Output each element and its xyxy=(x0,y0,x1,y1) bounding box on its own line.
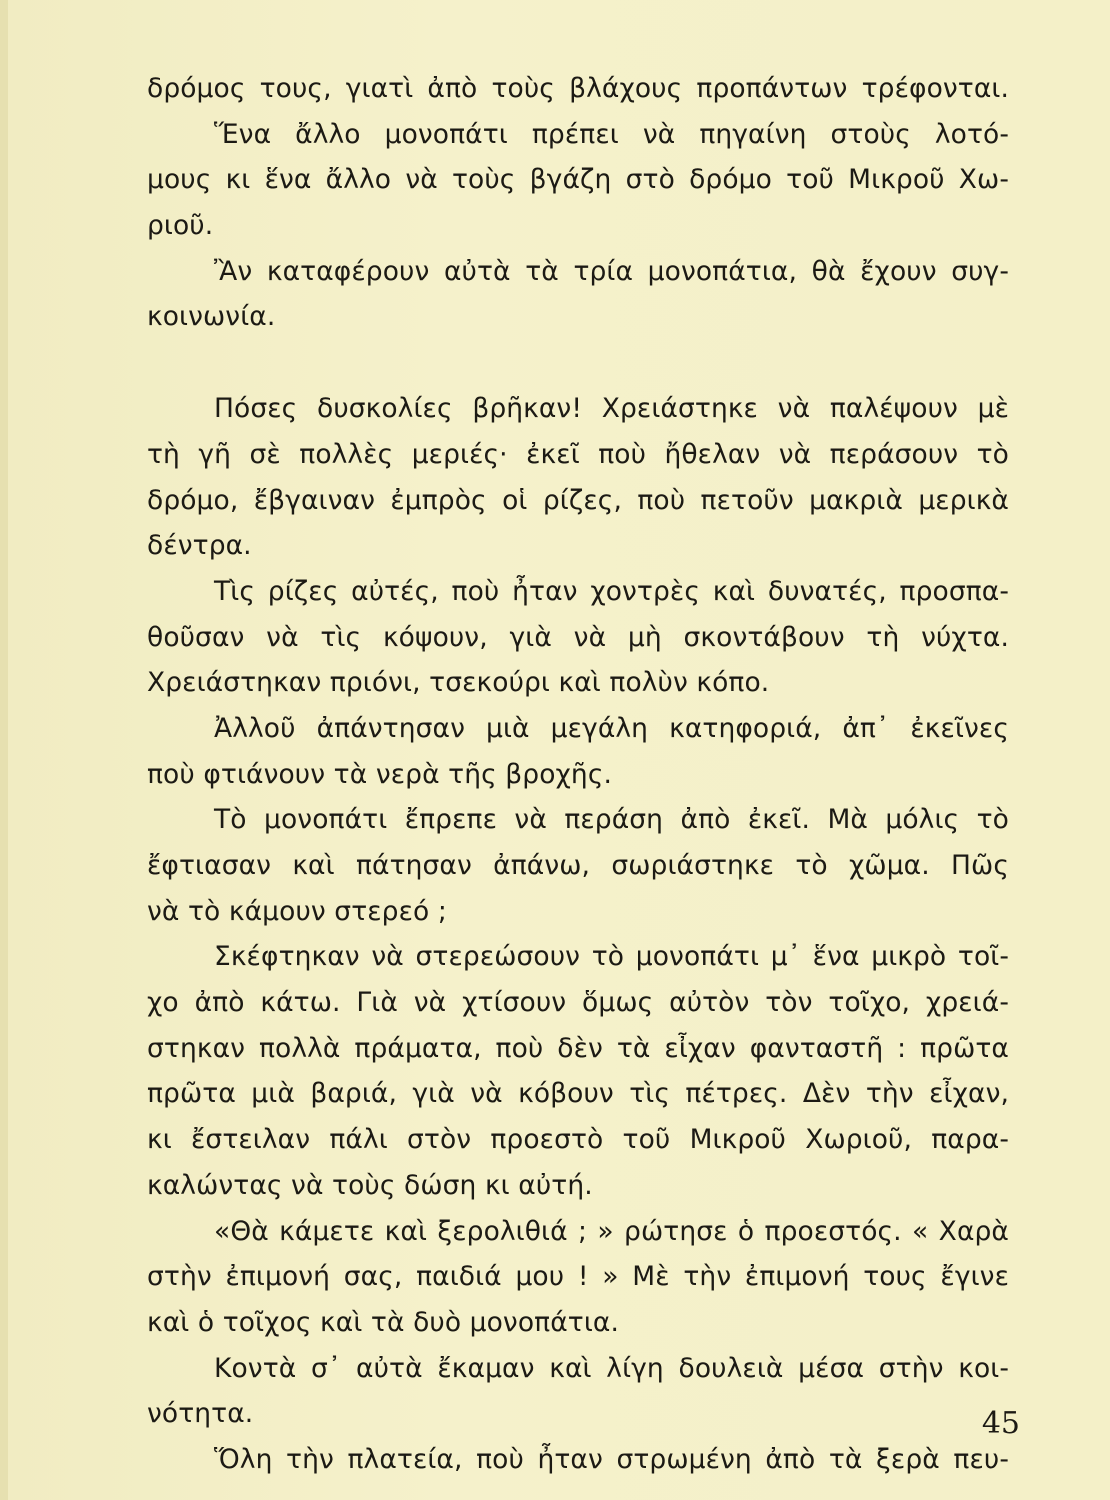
text-line: Τὶς ρίζες αὐτές, ποὺ ἦταν χοντρὲς καὶ δυνατές, προσπα- xyxy=(214,575,1009,607)
text-line: τὴ γῆ σὲ πολλὲς μεριές· ἐκεῖ ποὺ ἤθελαν νὰ περάσουν τὸ xyxy=(147,438,1009,470)
text-line: στηκαν πολλὰ πράματα, ποὺ δὲν τὰ εἶχαν φανταστῆ : πρῶτα xyxy=(147,1032,1009,1064)
text-line: θοῦσαν νὰ τὶς κόψουν, γιὰ νὰ μὴ σκοντάβουν τὴ νύχτα. xyxy=(147,621,1009,653)
text-line: ἔφτιασαν καὶ πάτησαν ἀπάνω, σωριάστηκε τὸ χῶμα. Πῶς xyxy=(147,850,1009,881)
text-line: καλώντας νὰ τοὺς δώση κι αὐτή. xyxy=(147,1169,593,1201)
text-line: Τὸ μονοπάτι ἔπρεπε νὰ περάση ἀπὸ ἐκεῖ. Μὰ μόλις τὸ xyxy=(214,804,1009,836)
text-line: ριοῦ. xyxy=(147,210,214,242)
text-line: κι ἔστειλαν πάλι στὸν προεστὸ τοῦ Μικροῦ Χωριοῦ, παρα- xyxy=(147,1124,1009,1156)
text-line: Κοντὰ σ᾿ αὐτὰ ἔκαμαν καὶ λίγη δουλειὰ μέσα στὴν κοι- xyxy=(214,1352,1009,1384)
text-line: δρόμος τους, γιατὶ ἀπὸ τοὺς βλάχους προπάντων τρέφονται. xyxy=(147,73,1009,104)
text-line: Ἀλλοῦ ἀπάντησαν μιὰ μεγάλη κατηφοριά, ἀπ᾿ ἐκεῖνες xyxy=(214,712,1009,744)
page-edge xyxy=(0,0,8,1500)
page-number: 45 xyxy=(981,1406,1020,1441)
text-line: νὰ τὸ κάμουν στερεό ; xyxy=(147,895,447,927)
text-line: Πόσες δυσκολίες βρῆκαν! Χρειάστηκε νὰ παλέψουν μὲ xyxy=(214,393,1009,425)
text-line: δρόμο, ἔβγαιναν ἐμπρὸς οἱ ρίζες, ποὺ πετοῦν μακριὰ μερικὰ xyxy=(147,484,1009,516)
text-line: χο ἀπὸ κάτω. Γιὰ νὰ χτίσουν ὅμως αὐτὸν τὸν τοῖχο, χρειά- xyxy=(147,987,1009,1019)
text-line: Χρειάστηκαν πριόνι, τσεκούρι καὶ πολὺν κόπο. xyxy=(147,667,770,699)
text-line: στὴν ἐπιμονή σας, παιδιά μου ! » Μὲ τὴν ἐπιμονή τους ἔγινε xyxy=(147,1261,1009,1293)
text-line: καὶ ὁ τοῖχος καὶ τὰ δυὸ μονοπάτια. xyxy=(147,1306,619,1338)
text-line: νότητα. xyxy=(147,1398,254,1430)
paragraph-gap xyxy=(147,340,1009,386)
text-line: Ἂν καταφέρουν αὐτὰ τὰ τρία μονοπάτια, θὰ ἔχουν συγ- xyxy=(214,255,1009,287)
text-line: ποὺ φτιάνουν τὰ νερὰ τῆς βροχῆς. xyxy=(147,758,613,790)
text-line: Σκέφτηκαν νὰ στερεώσουν τὸ μονοπάτι μ᾿ ἕνα μικρὸ τοῖ- xyxy=(214,941,1009,973)
text-line: Ὅλη τὴν πλατεία, ποὺ ἦταν στρωμένη ἀπὸ τὰ ξερὰ πευ- xyxy=(214,1443,1009,1475)
text-line: κοινωνία. xyxy=(147,301,276,333)
text-line: μους κι ἕνα ἄλλο νὰ τοὺς βγάζη στὸ δρόμο τοῦ Μικροῦ Χω- xyxy=(147,164,1009,196)
text-line: «Θὰ κάμετε καὶ ξερολιθιά ; » ρώτησε ὁ προεστός. « Χαρὰ xyxy=(214,1215,1009,1247)
text-line: Ἕνα ἄλλο μονοπάτι πρέπει νὰ πηγαίνη στοὺς λοτό- xyxy=(214,118,1009,150)
text-line: πρῶτα μιὰ βαριά, γιὰ νὰ κόβουν τὶς πέτρες. Δὲν τὴν εἶχαν, xyxy=(147,1078,1009,1110)
text-line: δέντρα. xyxy=(147,530,252,562)
